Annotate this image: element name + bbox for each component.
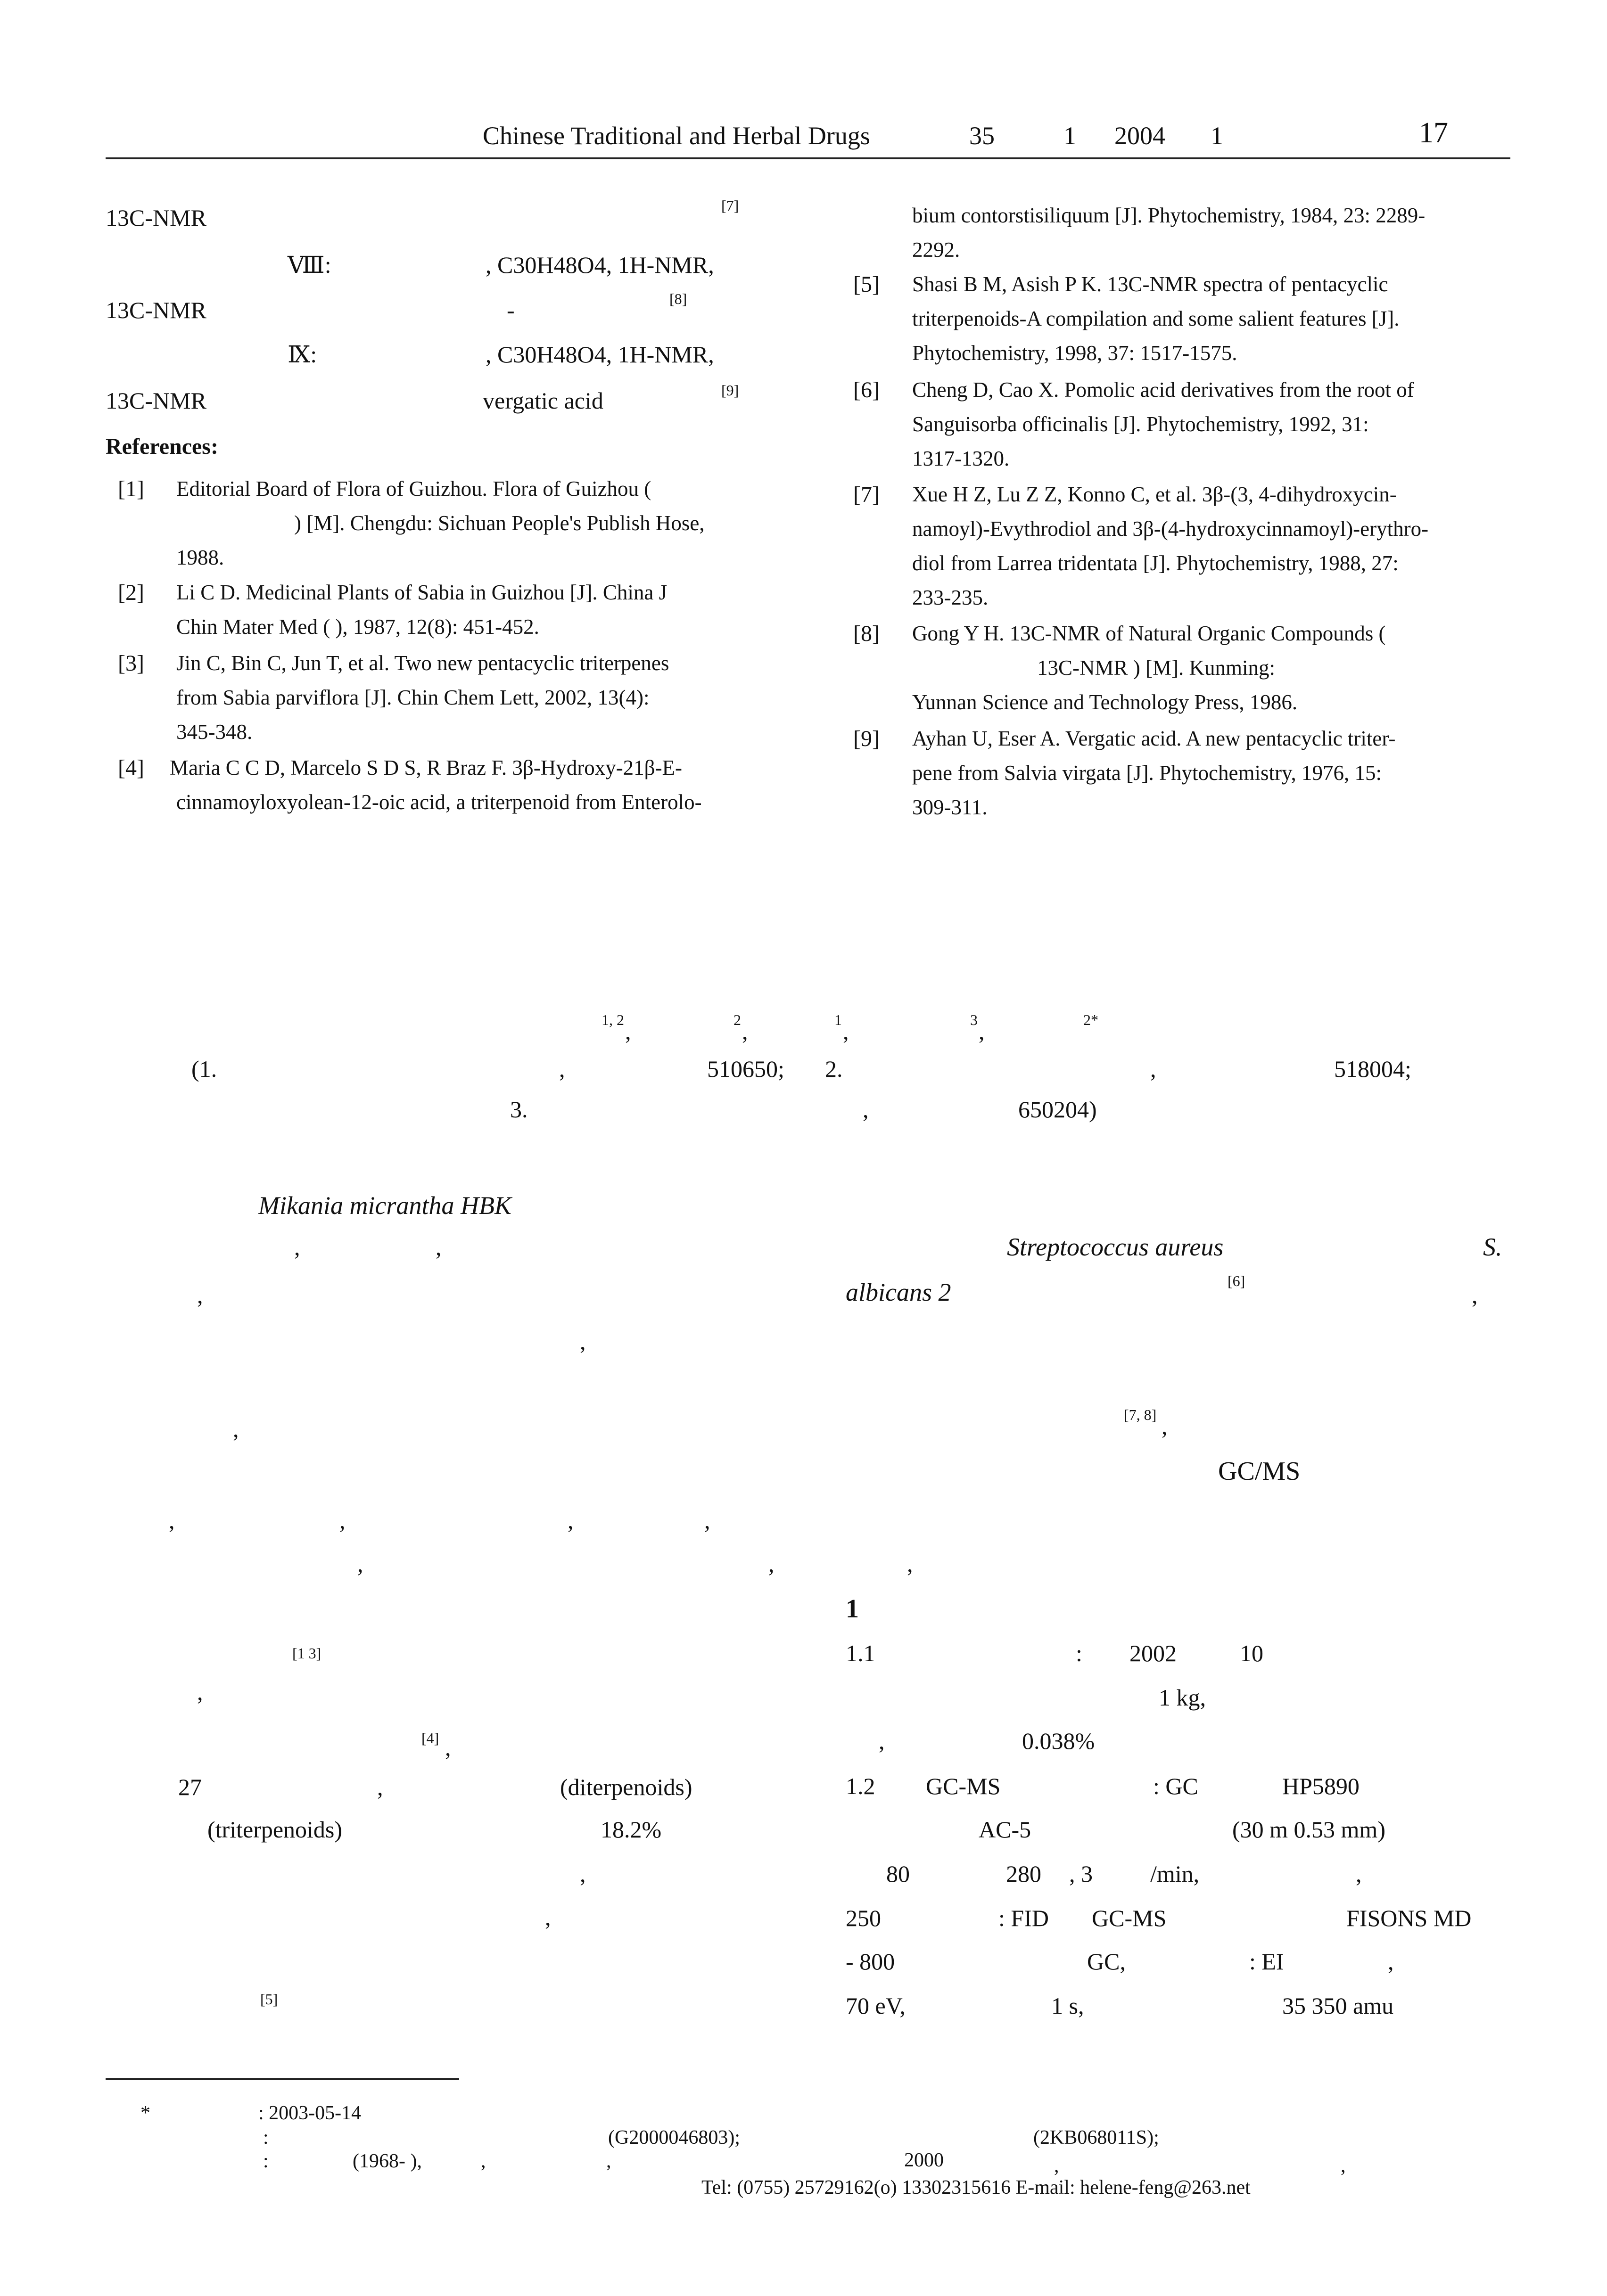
reference-number: [7] bbox=[853, 482, 880, 507]
count-27: 27 bbox=[178, 1774, 202, 1800]
reference-number: [8] bbox=[853, 621, 880, 646]
citation-5: [5] bbox=[260, 1991, 278, 2008]
reference-line: Xue H Z, Lu Z Z, Konno C, et al. 3β-(3, 4-dihydroxycin- bbox=[912, 483, 1397, 506]
affiliation-3-postcode: 650204) bbox=[1018, 1096, 1097, 1123]
reference-number: [9] bbox=[853, 726, 880, 751]
punctuation: , bbox=[377, 1774, 383, 1800]
citation-7: [7] bbox=[721, 197, 739, 214]
punctuation: , bbox=[879, 1728, 885, 1754]
affiliation-1-postcode: 510650; bbox=[707, 1056, 784, 1082]
affiliation-separator: , bbox=[559, 1056, 565, 1082]
author-separator: , bbox=[979, 1018, 985, 1044]
reference-number: [6] bbox=[853, 377, 880, 402]
grant-2: (2KB068011S); bbox=[1033, 2127, 1159, 2148]
dash: - bbox=[507, 297, 515, 323]
ionization: : EI bbox=[1249, 1948, 1284, 1975]
punctuation: , bbox=[1162, 1413, 1168, 1439]
author-superscript: 1 bbox=[834, 1011, 842, 1028]
reference-line: Maria C C D, Marcelo S D S, R Braz F. 3β-Hydroxy-21β-E- bbox=[170, 756, 683, 779]
punctuation: , bbox=[481, 2150, 486, 2172]
punctuation: , bbox=[169, 1507, 175, 1533]
gcms-instrument-label: GC-MS bbox=[1092, 1905, 1167, 1931]
gc-interface: GC, bbox=[1087, 1948, 1126, 1975]
author-superscript: 3 bbox=[970, 1011, 978, 1028]
reference-line: diol from Larrea tridentata [J]. Phytochemistry, 1988, 27: bbox=[912, 551, 1399, 575]
triterpenoids: (triterpenoids) bbox=[207, 1816, 343, 1843]
reference-number: [3] bbox=[118, 651, 144, 676]
ramp-rate: , 3 bbox=[1069, 1861, 1093, 1887]
diterpenoids: (diterpenoids) bbox=[560, 1774, 692, 1800]
punctuation: , bbox=[568, 1507, 574, 1533]
reference-line: 13C-NMR ) [M]. Kunming: bbox=[1037, 656, 1275, 680]
bio-colon: : bbox=[263, 2150, 269, 2172]
year: 2004 bbox=[1114, 122, 1165, 150]
column-dimensions: (30 m 0.53 mm) bbox=[1232, 1816, 1385, 1843]
nmr-line-5: 13C-NMR bbox=[106, 387, 206, 414]
punctuation: , bbox=[704, 1507, 710, 1533]
author-separator: , bbox=[843, 1018, 849, 1044]
compound-9-formula: , C30H48O4, 1H-NMR, bbox=[486, 341, 714, 368]
reference-line: triterpenoids-A compilation and some salient features [J]. bbox=[912, 307, 1400, 330]
punctuation: , bbox=[445, 1734, 451, 1761]
citation-1-3: [1 3] bbox=[292, 1645, 321, 1662]
mass-range: 35 350 amu bbox=[1282, 1993, 1394, 2019]
nmr-line-3: 13C-NMR bbox=[106, 297, 206, 323]
ramp-unit: /min, bbox=[1150, 1861, 1200, 1887]
punctuation: , bbox=[357, 1550, 363, 1577]
footnote-rule bbox=[106, 2078, 459, 2080]
punctuation: , bbox=[294, 1234, 300, 1260]
received-date: : 2003-05-14 bbox=[258, 2102, 362, 2124]
colon: : bbox=[1076, 1640, 1082, 1666]
punctuation: , bbox=[436, 1234, 442, 1260]
vergatic-acid: vergatic acid bbox=[483, 387, 603, 414]
punctuation: , bbox=[197, 1282, 203, 1308]
author-separator: , bbox=[625, 1018, 631, 1044]
reference-line: 1317-1320. bbox=[912, 447, 1010, 470]
ms-series: - 800 bbox=[846, 1948, 895, 1975]
punctuation: , bbox=[606, 2150, 611, 2172]
electron-energy: 70 eV, bbox=[846, 1993, 906, 2019]
section-1-2-number: 1.2 bbox=[846, 1773, 875, 1799]
issue: 1 bbox=[1063, 122, 1076, 150]
reference-number: [4] bbox=[118, 755, 144, 780]
collection-year: 2002 bbox=[1129, 1640, 1177, 1666]
reference-line: Sanguisorba officinalis [J]. Phytochemistry, 1992, 31: bbox=[912, 412, 1369, 436]
sample-weight: 1 kg, bbox=[1159, 1684, 1206, 1711]
author-superscript: 1, 2 bbox=[602, 1011, 624, 1028]
punctuation: , bbox=[339, 1507, 346, 1533]
punctuation: , bbox=[545, 1904, 551, 1930]
section-1-heading: 1 bbox=[846, 1594, 859, 1624]
punctuation: , bbox=[907, 1550, 913, 1577]
citation-9: [9] bbox=[721, 382, 739, 399]
collection-month: 10 bbox=[1240, 1640, 1263, 1666]
reference-line: Phytochemistry, 1998, 37: 1517-1575. bbox=[912, 341, 1237, 365]
fund-colon: : bbox=[263, 2127, 269, 2148]
birth-year: (1968- ), bbox=[353, 2150, 422, 2172]
punctuation: , bbox=[580, 1328, 586, 1354]
reference-line: bium contorstisiliquum [J]. Phytochemistry, 1984, 23: 2289- bbox=[912, 204, 1426, 227]
compound-9-label: Ⅸ: bbox=[288, 341, 317, 368]
affiliation-2-postcode: 518004; bbox=[1334, 1056, 1411, 1082]
gcms-heading: GC-MS bbox=[926, 1773, 1001, 1799]
inlet-temp: 250 bbox=[846, 1905, 881, 1931]
reference-line: 2292. bbox=[912, 238, 960, 262]
contact-line: Tel: (0755) 25729162(o) 13302315616 E-mail: helene-feng@263.net bbox=[701, 2177, 1251, 2198]
citation-4: [4] bbox=[421, 1730, 439, 1747]
gc-model: HP5890 bbox=[1282, 1773, 1360, 1799]
reference-line: Editorial Board of Flora of Guizhou. Flora of Guizhou ( bbox=[176, 477, 651, 500]
footnote-star: * bbox=[140, 2102, 150, 2124]
reference-line: Cheng D, Cao X. Pomolic acid derivatives from the root of bbox=[912, 378, 1414, 402]
reference-line: Li C D. Medicinal Plants of Sabia in Guizhou [J]. China J bbox=[176, 581, 668, 604]
punctuation: , bbox=[1054, 2155, 1059, 2177]
punctuation: , bbox=[1388, 1948, 1394, 1975]
strep-aureus: Streptococcus aureus bbox=[1007, 1233, 1224, 1261]
reference-line: Yunnan Science and Technology Press, 1986. bbox=[912, 690, 1298, 714]
punctuation: , bbox=[768, 1550, 775, 1577]
references-title: References: bbox=[106, 434, 218, 459]
grant-1: (G2000046803); bbox=[608, 2127, 740, 2148]
reference-line: 1988. bbox=[176, 546, 224, 569]
reference-line: Gong Y H. 13C-NMR of Natural Organic Compounds ( bbox=[912, 622, 1386, 645]
nmr-line-1: 13C-NMR bbox=[106, 205, 206, 231]
citation-6: [6] bbox=[1228, 1272, 1245, 1289]
species-abbr: S. bbox=[1483, 1233, 1502, 1261]
reference-line: pene from Salvia virgata [J]. Phytochemistry, 1976, 15: bbox=[912, 761, 1382, 785]
section-1-1-number: 1.1 bbox=[846, 1640, 875, 1666]
reference-line: Ayhan U, Eser A. Vergatic acid. A new pentacyclic triter- bbox=[912, 727, 1396, 750]
ms-model: FISONS MD bbox=[1346, 1905, 1472, 1931]
header-rule bbox=[106, 157, 1510, 159]
temp-start: 80 bbox=[886, 1861, 910, 1887]
column-name: AC-5 bbox=[979, 1816, 1031, 1843]
gcms-label: GC/MS bbox=[1218, 1457, 1301, 1486]
detector: : FID bbox=[998, 1905, 1049, 1931]
punctuation: , bbox=[1356, 1861, 1362, 1887]
reference-line: ) [M]. Chengdu: Sichuan People's Publish Hose, bbox=[294, 511, 705, 535]
scan-time: 1 s, bbox=[1051, 1993, 1084, 2019]
author-superscript: 2* bbox=[1083, 1011, 1098, 1028]
affiliation-separator: , bbox=[863, 1096, 869, 1123]
gc-label: : GC bbox=[1153, 1773, 1198, 1799]
reference-line: Chin Mater Med ( ), 1987, 12(8): 451-452. bbox=[176, 615, 539, 639]
reference-line: Shasi B M, Asish P K. 13C-NMR spectra of pentacyclic bbox=[912, 272, 1388, 296]
compound-8-label: Ⅷ: bbox=[288, 252, 331, 278]
reference-line: 309-311. bbox=[912, 795, 988, 819]
author-superscript: 2 bbox=[733, 1011, 741, 1028]
reference-line: from Sabia parviflora [J]. Chin Chem Lett, 2002, 13(4): bbox=[176, 686, 650, 709]
punctuation: , bbox=[580, 1861, 586, 1887]
affiliation-3: 3. bbox=[510, 1096, 528, 1123]
reference-number: [2] bbox=[118, 580, 144, 605]
affiliation-1: (1. bbox=[191, 1056, 217, 1082]
reference-line: cinnamoyloxyolean-12-oic acid, a triterpenoid from Enterolo- bbox=[176, 790, 702, 814]
volume: 35 bbox=[969, 122, 995, 150]
year-2000: 2000 bbox=[904, 2149, 944, 2171]
punctuation: , bbox=[233, 1416, 239, 1442]
reference-line: 345-348. bbox=[176, 720, 253, 744]
compound-8-formula: , C30H48O4, 1H-NMR, bbox=[486, 252, 714, 278]
punctuation: , bbox=[197, 1679, 203, 1705]
affiliation-2: 2. bbox=[825, 1056, 843, 1082]
page-number: 17 bbox=[1419, 117, 1448, 149]
reference-line: 233-235. bbox=[912, 586, 989, 609]
species-name: Mikania micrantha HBK bbox=[258, 1191, 511, 1220]
reference-line: Jin C, Bin C, Jun T, et al. Two new pentacyclic triterpenes bbox=[176, 651, 669, 675]
citation-8: [8] bbox=[669, 290, 687, 307]
citation-7-8: [7, 8] bbox=[1124, 1406, 1157, 1423]
temp-end: 280 bbox=[1006, 1861, 1041, 1887]
triterpenoid-percent: 18.2% bbox=[601, 1816, 662, 1843]
month: 1 bbox=[1211, 122, 1223, 150]
albicans: albicans 2 bbox=[846, 1278, 951, 1306]
reference-number: [1] bbox=[118, 476, 144, 501]
yield-percent: 0.038% bbox=[1022, 1728, 1095, 1754]
author-separator: , bbox=[742, 1018, 748, 1044]
journal-title: Chinese Traditional and Herbal Drugs bbox=[483, 122, 870, 150]
punctuation: , bbox=[1472, 1282, 1478, 1308]
affiliation-separator: , bbox=[1150, 1056, 1156, 1082]
punctuation: , bbox=[1341, 2155, 1346, 2177]
reference-line: namoyl)-Evythrodiol and 3β-(4-hydroxycinnamoyl)-erythro- bbox=[912, 517, 1429, 541]
reference-number: [5] bbox=[853, 272, 880, 297]
